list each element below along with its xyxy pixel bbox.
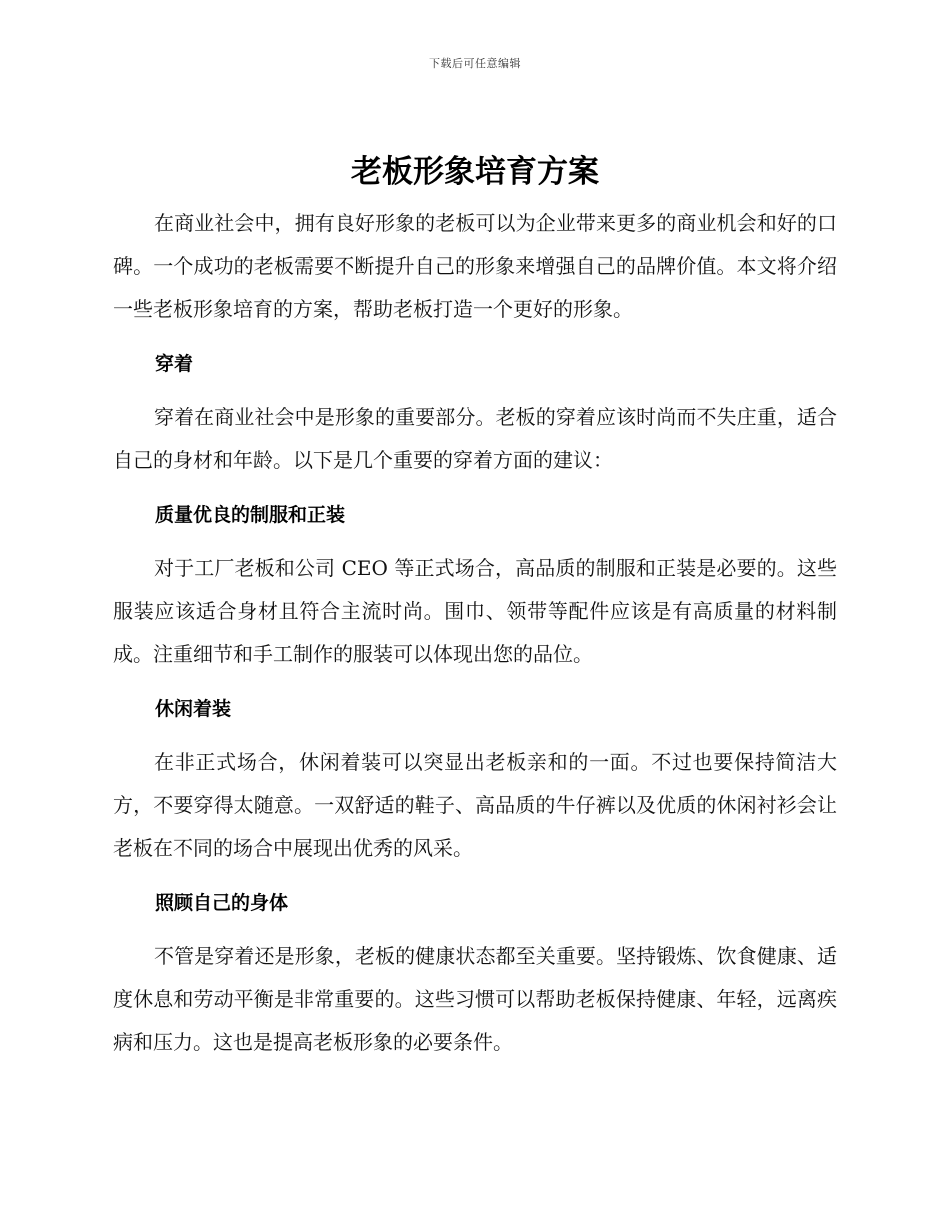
section-heading-health: 照顾自己的身体 — [155, 892, 289, 914]
document-title: 老板形象培育方案 — [351, 154, 599, 190]
section-paragraph-health: 不管是穿着还是形象，老板的健康状态都至关重要。坚持锻炼、饮食健康、适度休息和劳动平衡是非常重要的。这些习惯可以帮助老板保持健康、年轻，远离疾病和压力。这也是提高老板形象的必要条件。 — [113, 944, 837, 1054]
document-body — [113, 148, 837, 1076]
section-paragraph-attire: 穿着在商业社会中是形象的重要部分。老板的穿着应该时尚而不失庄重，适合自己的身材和年龄。以下是几个重要的穿着方面的建议： — [113, 405, 837, 472]
intro-paragraph: 在商业社会中，拥有良好形象的老板可以为企业带来更多的商业机会和好的口碑。一个成功的老板需要不断提升自己的形象来增强自己的品牌价值。本文将介绍一些老板形象培育的方案，帮助老板打造一个更好的形象。 — [113, 211, 837, 321]
section-heading-formal-wear: 质量优良的制服和正装 — [155, 504, 346, 526]
header-note: 下载后可任意编辑 — [429, 57, 521, 70]
section-heading-attire: 穿着 — [155, 353, 194, 375]
section-paragraph-formal-wear: 对于工厂老板和公司 CEO 等正式场合，高品质的制服和正装是必要的。这些服装应该适合身材且符合主流时尚。围巾、领带等配件应该是有高质量的材料制成。注重细节和手工制作的服装可以体现出您的品位。 — [113, 556, 837, 666]
section-heading-casual-wear: 休闲着装 — [155, 698, 232, 720]
section-paragraph-casual-wear: 在非正式场合，休闲着装可以突显出老板亲和的一面。不过也要保持简洁大方，不要穿得太随意。一双舒适的鞋子、高品质的牛仔裤以及优质的休闲衬衫会让老板在不同的场合中展现出优秀的风采。 — [113, 750, 837, 860]
